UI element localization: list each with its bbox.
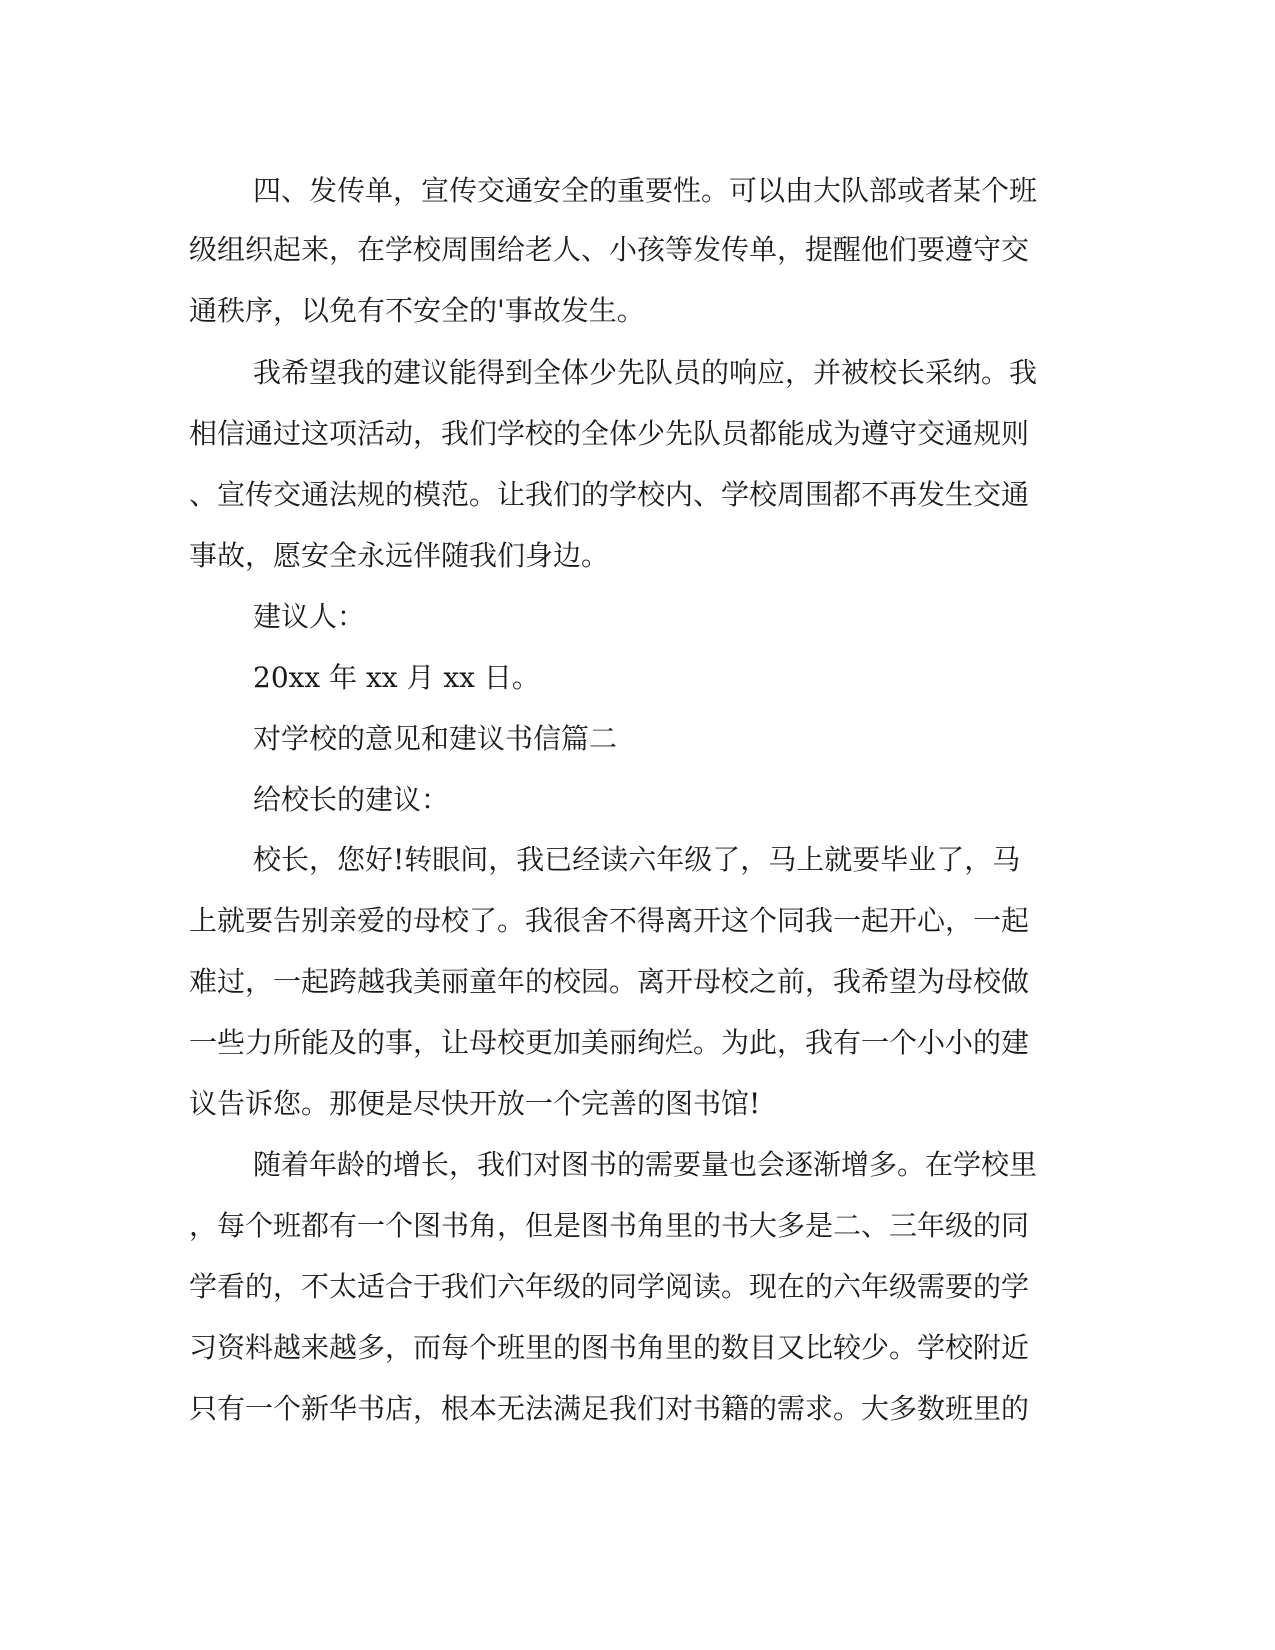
text-line: 、宣传交通法规的模范。让我们的学校内、学校周围都不再发生交通: [189, 478, 1030, 511]
text-line: 议告诉您。那便是尽快开放一个完善的图书馆!: [189, 1087, 761, 1120]
text-line: 难过，一起跨越我美丽童年的校园。离开母校之前，我希望为母校做: [189, 965, 1030, 998]
text-line: 相信通过这项活动，我们学校的全体少先队员都能成为遵守交通规则: [189, 417, 1030, 450]
text-line: 只有一个新华书店，根本无法满足我们对书籍的需求。大多数班里的: [189, 1392, 1030, 1425]
text-line: 我希望我的建议能得到全体少先队员的响应，并被校长采纳。我: [253, 356, 1038, 389]
text-line: 一些力所能及的事，让母校更加美丽绚烂。为此，我有一个小小的建: [189, 1026, 1030, 1059]
text-line: 级组织起来，在学校周围给老人、小孩等发传单，提醒他们要遵守交: [189, 233, 1030, 266]
text-line: 事故，愿安全永远伴随我们身边。: [189, 539, 610, 572]
text-line: 上就要告别亲爱的母校了。我很舍不得离开这个同我一起开心，一起: [189, 904, 1030, 937]
section-title: 对学校的意见和建议书信篇二: [253, 722, 618, 755]
date-line: 20xx 年 xx 月 xx 日。: [253, 661, 540, 694]
text-line: 随着年龄的增长，我们对图书的需要量也会逐渐增多。在学校里: [253, 1148, 1038, 1181]
text-line: 校长，您好!转眼间，我已经读六年级了，马上就要毕业了，马: [253, 843, 1021, 876]
text-line: 学看的，不太适合于我们六年级的同学阅读。现在的六年级需要的学: [189, 1270, 1030, 1303]
text-line: 习资料越来越多，而每个班里的图书角里的数目又比较少。学校附近: [189, 1331, 1030, 1364]
signature-label: 建议人：: [253, 600, 366, 633]
text-line: ，每个班都有一个图书角，但是图书角里的书大多是二、三年级的同: [189, 1209, 1030, 1242]
text-line: 通秩序，以免有不安全的'事故发生。: [189, 294, 645, 327]
salutation: 给校长的建议：: [253, 783, 450, 816]
text-line: 四、发传单，宣传交通安全的重要性。可以由大队部或者某个班: [253, 174, 1038, 207]
